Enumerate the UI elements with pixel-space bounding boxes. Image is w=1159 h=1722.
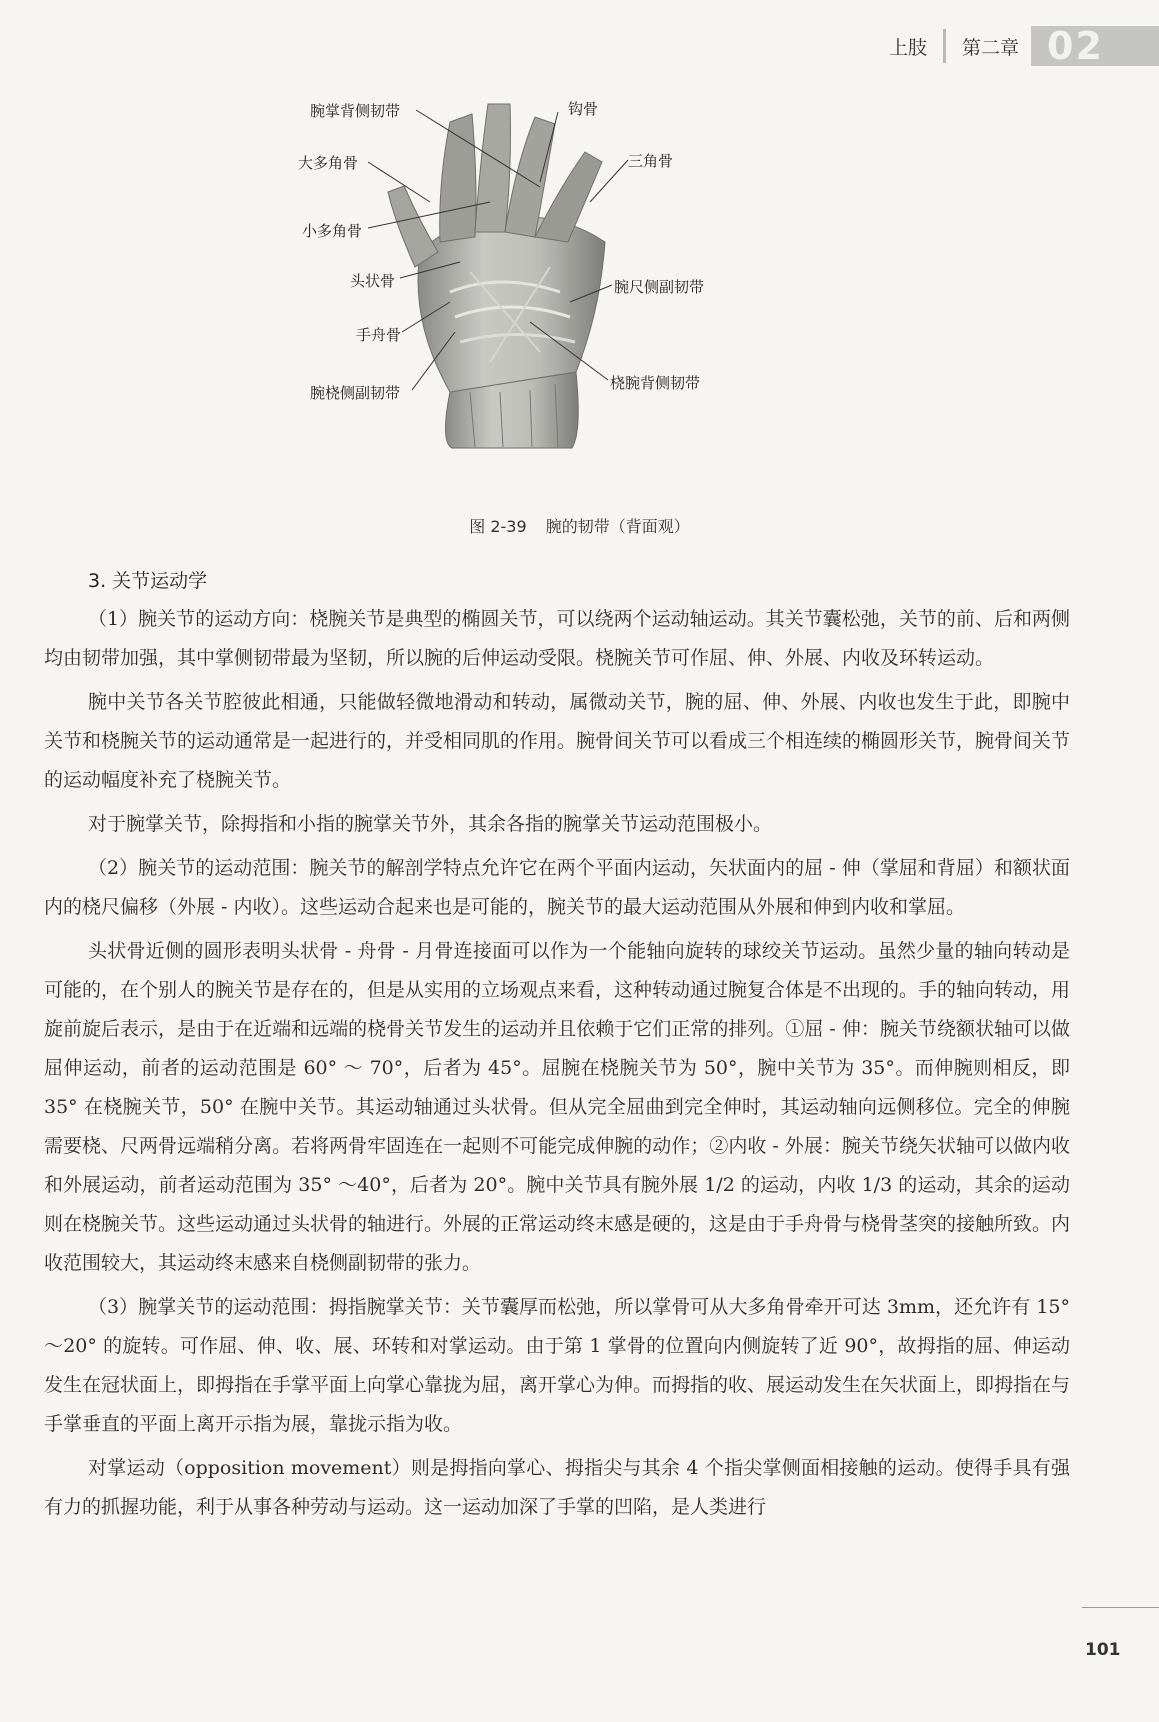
label-trapezium: 大多角骨 bbox=[298, 154, 359, 172]
label-capitate: 头状骨 bbox=[350, 272, 396, 290]
label-dorsal-carpometacarpal: 腕掌背侧韧带 bbox=[310, 102, 401, 120]
label-triquetrum: 三角骨 bbox=[628, 152, 674, 170]
paragraph: 头状骨近侧的圆形表明头状骨 - 舟骨 - 月骨连接面可以作为一个能轴向旋转的球绞关节运动。虽然少量的轴向转动是可能的，在个别人的腕关节是存在的，但是从实用的立场观点来看，这种转动通过腕复合体是不出现的。手的轴向转动，用旋前旋后表示，是由于在近端和远端的桡骨关节发生的运动并且依赖于它们正常的排列。①屈 - 伸：腕关节绕额状轴可以做屈伸运动，前者的运动范围是 60° ～ 70°，后者为 45°。屈腕在桡腕关节为 50°，腕中关节为 35°。而伸腕则相反，即 35° 在桡腕关节，50° 在腕中关节。其运动轴通过头状骨。但从完全屈曲到完全伸时，其运动轴向远侧移位。完全的伸腕需要桡、尺两骨远端稍分离。若将两骨牢固连在一起则不可能完成伸腕的动作；②内收 - 外展：腕关节绕矢状轴可以做内收和外展运动，前者运动范围为 35° ～40°，后者为 20°。腕中关节具有腕外展 1/2 的运动，内收 1/3 的运动，其余的运动则在桡腕关节。这些运动通过头状骨的轴进行。外展的正常运动终末感是硬的，这是由于手舟骨与桡骨茎突的接触所致。内收范围较大，其运动终末感来自桡侧副韧带的张力。 bbox=[44, 940, 1071, 1274]
figure-caption-number: 图 2-39 bbox=[469, 517, 527, 536]
header-divider bbox=[943, 29, 946, 63]
section-title: 3. 关节运动学 bbox=[88, 570, 208, 592]
paragraph: （3）腕掌关节的运动范围：拇指腕掌关节：关节囊厚而松弛，所以掌骨可从大多角骨牵开可达 3mm，还允许有 15° ～20° 的旋转。可作屈、伸、收、展、环转和对掌运动。由于第 1 掌骨的位置向内侧旋转了近 90°，故拇指的屈、伸运动发生在冠状面上，即拇指在手掌平面上向掌心靠拢为屈，离开掌心为伸。而拇指的收、展运动发生在矢状面上，即拇指在与手掌垂直的平面上离开示指为展，靠拢示指为收。 bbox=[44, 1296, 1071, 1435]
wrist-ligament-figure bbox=[300, 92, 860, 512]
figure-caption bbox=[0, 514, 1159, 537]
label-hamate: 钩骨 bbox=[568, 100, 599, 118]
label-scaphoid: 手舟骨 bbox=[356, 326, 402, 344]
label-ulnar-collateral: 腕尺侧副韧带 bbox=[614, 278, 705, 296]
header-part-title: 上肢 bbox=[888, 36, 927, 59]
running-header bbox=[889, 22, 1159, 70]
chapter-number-tab: 02 bbox=[1031, 26, 1159, 66]
footer-divider bbox=[1082, 1607, 1159, 1608]
label-trapezoid: 小多角骨 bbox=[302, 222, 363, 240]
label-radial-collateral: 腕桡侧副韧带 bbox=[310, 384, 401, 402]
wrist-illustration bbox=[300, 92, 860, 512]
paragraph: （2）腕关节的运动范围：腕关节的解剖学特点允许它在两个平面内运动，矢状面内的屈 - 伸（掌屈和背屈）和额状面内的桡尺偏移（外展 - 内收）。这些运动合起来也是可能的，腕关节的最大运动范围从外展和伸到内收和掌屈。 bbox=[44, 857, 1070, 918]
paragraph: 腕中关节各关节腔彼此相通，只能做轻微地滑动和转动，属微动关节，腕的屈、伸、外展、内收也发生于此，即腕中关节和桡腕关节的运动通常是一起进行的，并受相同肌的作用。腕骨间关节可以看成三个相连续的椭圆形关节，腕骨间关节的运动幅度补充了桡腕关节。 bbox=[44, 691, 1071, 791]
figure-caption-text: 腕的韧带（背面观） bbox=[545, 517, 690, 536]
page-number: 101 bbox=[1085, 1640, 1121, 1660]
header-chapter-title: 第二章 bbox=[961, 36, 1019, 59]
label-dorsal-radiocarpal: 桡腕背侧韧带 bbox=[610, 374, 701, 392]
paragraph: 对掌运动（opposition movement）则是拇指向掌心、拇指尖与其余 4 个指尖掌侧面相接触的运动。使得手具有强有力的抓握功能，利于从事各种劳动与运动。这一运动加深了手掌的凹陷，是人类进行 bbox=[44, 1457, 1070, 1518]
paragraph: 对于腕掌关节，除拇指和小指的腕掌关节外，其余各指的腕掌关节运动范围极小。 bbox=[88, 813, 773, 835]
body-text bbox=[44, 600, 1070, 1532]
paragraph: （1）腕关节的运动方向：桡腕关节是典型的椭圆关节，可以绕两个运动轴运动。其关节囊松弛，关节的前、后和两侧均由韧带加强，其中掌侧韧带最为坚韧，所以腕的后伸运动受限。桡腕关节可作屈、伸、外展、内收及环转运动。 bbox=[44, 608, 1070, 669]
